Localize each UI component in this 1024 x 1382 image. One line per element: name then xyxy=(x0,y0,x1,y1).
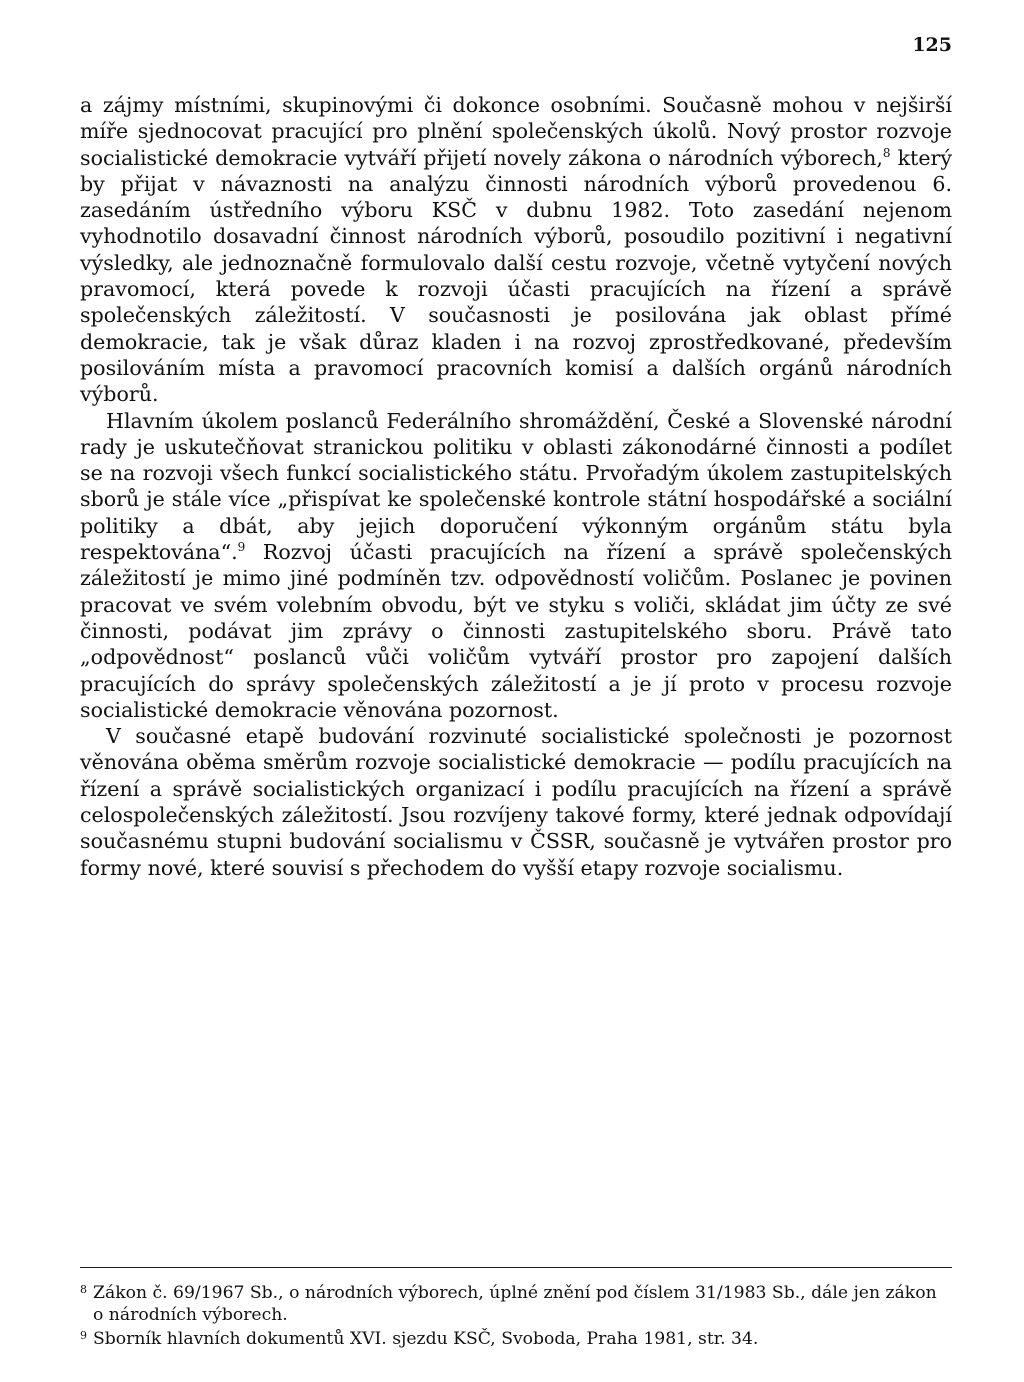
paragraph-text: V současné etapě budování rozvinuté socialistické společnosti je pozornost věnována oběma směrům rozvoje socialistické demokracie — podílu pracujících na řízení a správě socialistických organizací i podílu pracujících na řízení a správě celospolečenských záležitostí. Jsou rozvíjeny takové formy, které jednak odpovídají současnému stupni budování socialismu v ČSSR, současně je vytvářen prostor pro formy nové, které souvisí s přechodem do vyšší etapy rozvoje socialismu. xyxy=(80,724,952,880)
footnote xyxy=(80,1282,952,1326)
footnotes xyxy=(80,1282,952,1352)
paragraph-text: a zájmy místními, skupinovými či dokonce osobními. Současně mohou v nejširší míře sjednocovat pracující pro plnění společenských úkolů. Nový prostor rozvoje socialistické demokracie vytváří přijetí novely zákona o národních výborech, xyxy=(80,93,952,170)
paragraph xyxy=(80,408,952,724)
body-text xyxy=(80,92,952,881)
paragraph xyxy=(80,723,952,881)
page-number: 125 xyxy=(912,34,952,56)
footnote-reference: 8 xyxy=(882,145,891,160)
footnote-number: 9 xyxy=(80,1329,87,1342)
footnote-divider xyxy=(80,1267,952,1268)
paragraph-text: který by přijat v návaznosti na analýzu činnosti národních výborů provedenou 6. zasedáním ústředního výboru KSČ v dubnu 1982. Toto zasedání nejenom vyhodnotilo dosavadní činnost národních výborů, posoudilo pozitivní i negativní výsledky, ale jednoznačně formulovalo další cestu rozvoje, včetně vytyčení nových pravomocí, která povede k rozvoji účasti pracujících na řízení a správě společenských záležitostí. V současnosti je posilována jak oblast přímé demokracie, tak je však důraz kladen i na rozvoj zprostředkované, především posilováním místa a pravomocí pracovních komisí a dalších orgánů národních výborů. xyxy=(80,145,952,407)
footnote-number: 8 xyxy=(80,1283,87,1296)
footnote-reference: 9 xyxy=(237,540,246,555)
paragraph xyxy=(80,92,952,408)
footnote-text: Sborník hlavních dokumentů XVI. sjezdu KSČ, Svoboda, Praha 1981, str. 34. xyxy=(93,1329,759,1349)
paragraph-text: Hlavním úkolem poslanců Federálního shromáždění, České a Slovenské národní rady je uskutečňovat stranickou politiku v oblasti zákonodárné činnosti a podílet se na rozvoji všech funkcí socialistického státu. Prvořadým úkolem zastupitelských sborů je stále více „přispívat ke společenské kontrole státní hospodářské a sociální politiky a dbát, aby jejich doporučení výkonným orgánům státu byla respektována“. xyxy=(80,408,952,565)
paragraph-text: Rozvoj účasti pracujících na řízení a správě společenských záležitostí je mimo jiné podmíněn tzv. odpovědností voličům. Poslanec je povinen pracovat ve svém volebním obvodu, být ve styku s voliči, skládat jim účty ze své činnosti, podávat jim zprávy o činnosti zastupitelského sboru. Právě tato „odpovědnost“ poslanců vůči voličům vytváří prostor pro zapojení dalších pracujících do správy společenských záležitostí a je jí proto v procesu rozvoje socialistické demokracie věnována pozornost. xyxy=(80,540,952,722)
footnote xyxy=(80,1328,952,1350)
footnote-text: Zákon č. 69/1967 Sb., o národních výborech, úplné znění pod číslem 31/1983 Sb., dále jen zákon o národních výborech. xyxy=(93,1283,937,1325)
